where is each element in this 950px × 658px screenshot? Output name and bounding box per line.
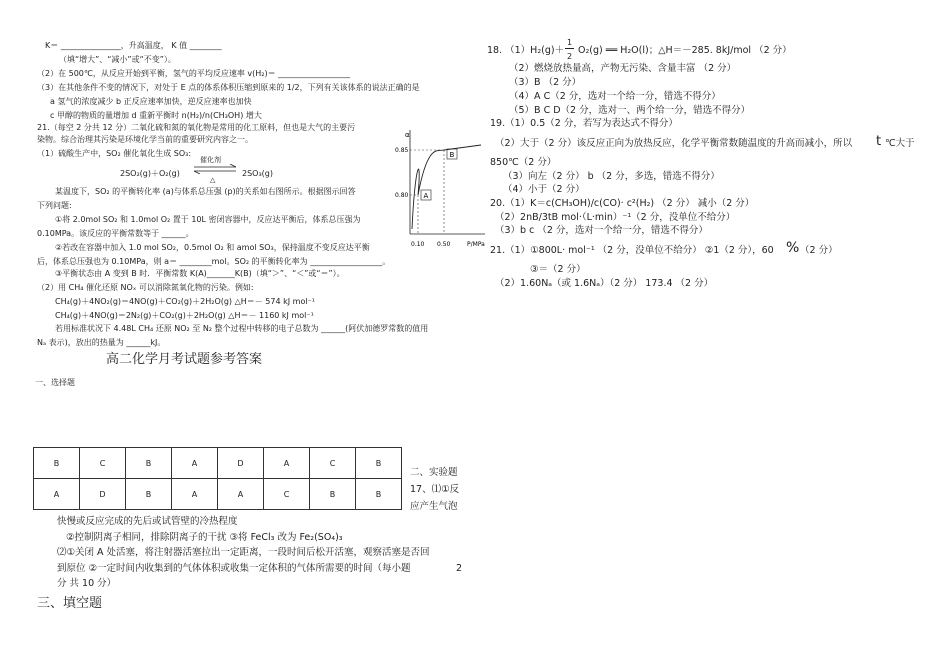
experiment-line-1: 快慢或反应完成的先后或试管壁的冷热程度 [57, 516, 238, 527]
answer-18-start: 18. （1）H₂(g)＋ [487, 45, 565, 56]
x-tick-label: 0.10 [411, 241, 425, 248]
table-cell: C [80, 448, 126, 479]
answer-20-3: （3）b c （2 分，选对一个给一分，错选不得分） [495, 225, 708, 236]
equation-products: 2SO₃(g) [242, 169, 273, 178]
section-experiment-heading: 二、实验题 [410, 467, 458, 478]
left-line-16: 后，体系总压强也为 0.10MPa，则 a＝ ________mol。SO₂ 的平衡转化率为 __________________。 [37, 257, 391, 266]
answer-18-5: （5）B C D（2 分，选对一、两个给一分，错选不得分） [509, 105, 751, 116]
left-line-1: K＝ _______________，升高温度， K 值 ________ [45, 41, 222, 50]
answer-19-1: 19.（1）0.5（2 分，若写为表达式不得分） [490, 118, 678, 129]
series-line [412, 145, 481, 229]
table-cell: B [356, 448, 402, 479]
answer-18-3: （3）B （2 分） [509, 77, 582, 88]
table-cell: D [80, 479, 126, 510]
answer-19-t: t [876, 134, 882, 149]
answer-21-2: ③＝（2 分） [530, 264, 586, 275]
equation-heat-symbol: △ [210, 176, 216, 184]
answer-20-2: （2）2nB/3tB mol·（L·min）⁻¹（2 分，没单位不给分） [495, 212, 736, 223]
answer-21-percent: % [786, 240, 800, 256]
section-fill-heading: 三、填空题 [37, 596, 103, 611]
left-line-18: （2）用 CH₄ 催化还原 NOₓ 可以消除氮氧化物的污染。例如: [37, 283, 254, 292]
left-line-8: 染物。综合治理其污染是环境化学当前的重要研究内容之一。 [37, 135, 253, 144]
answer-19-4: （3）向左（2 分） b （2 分，多选，错选不得分） [503, 171, 720, 182]
table-cell: B [126, 479, 172, 510]
answer-19-3: 850℃（2 分） [490, 157, 557, 168]
answer-18-end: O₂(g) ══ H₂O(l)；△H＝－285. 8kJ/mol （2 分） [578, 45, 792, 56]
fraction-denominator: 2 [567, 52, 573, 61]
left-line-21: 若用标准状况下 4.48L CH₄ 还原 NO₂ 至 N₂ 整个过程中转移的电子总数为 ______(阿伏加德罗常数的值用 [55, 324, 429, 333]
left-line-15: ②若改在容器中加入 1.0 mol SO₂，0.5mol O₂ 和 amol SO₃，保持温度不变反应达平衡 [55, 243, 370, 252]
table-cell: B [356, 479, 402, 510]
table-cell: D [218, 448, 264, 479]
section-choice-heading: 一、选择题 [35, 378, 75, 387]
left-line-22: Nₐ 表示)，放出的热量为 ______kJ。 [37, 338, 166, 347]
answer-21-1-score: （2 分） [800, 245, 838, 256]
table-cell: A [34, 479, 80, 510]
table-cell: A [264, 448, 310, 479]
answer-19-5: （4）小于（2 分） [503, 184, 585, 195]
y-axis-label: α [405, 131, 410, 139]
y-tick-label: 0.85 [395, 147, 409, 154]
equation-reactants: 2SO₂(g)＋O₂(g) [120, 169, 180, 178]
equation-catalyst: 催化剂 [200, 156, 221, 164]
answer-19-t-suffix: ℃大于 [885, 138, 915, 149]
table-cell: C [310, 448, 356, 479]
answer-18-4: （4）A C（2 分，选对一个给一分，错选不得分） [509, 91, 721, 102]
table-cell: B [34, 448, 80, 479]
fraction-numerator: 1 [567, 38, 573, 47]
left-line-3: （2）在 500℃，从反应开始到平衡，氢气的平均反应速率 v(H₂)＝ __________________ [37, 69, 351, 78]
table-cell: A [172, 479, 218, 510]
table-cell: A [172, 448, 218, 479]
x-axis-label: P/MPa [467, 241, 485, 248]
page-title: 高二化学月考试题参考答案 [106, 352, 263, 367]
conversion-pressure-chart [395, 122, 490, 254]
left-line-4: （3）在其他条件不变的情况下，对处于 E 点的体系体积压缩到原来的 1/2，下列有关该体系的说法正确的是 [37, 83, 420, 92]
y-tick-label: 0.80 [395, 192, 409, 199]
left-line-9: （1）硫酸生产中，SO₂ 催化氧化生成 SO₃: [37, 149, 192, 158]
experiment-17-start: 17、⑴①反 [410, 484, 460, 495]
left-line-17: ③平衡状态由 A 变到 B 时．平衡常数 K(A)_______K(B)（填“＞”、“＜”或“＝”）。 [55, 269, 345, 278]
left-line-7: 21.（每空 2 分共 12 分）二氧化硫和氮的氧化物是常用的化工原料，但也是大气的主要污 [37, 123, 356, 132]
table-row [34, 479, 402, 510]
left-line-6: c 甲醇的物质的量增加 d 重新平衡时 n(H₂)/n(CH₃OH) 增大 [50, 111, 262, 120]
table-cell: C [264, 479, 310, 510]
left-line-5: a 氢气的浓度减少 b 正反应速率加快，逆反应速率也加快 [50, 97, 252, 106]
point-label: A [423, 192, 429, 200]
table-cell: B [310, 479, 356, 510]
left-line-13: ①将 2.0mol SO₂ 和 1.0mol O₂ 置于 10L 密闭容器中，反应达平衡后，体系总压强为 [55, 215, 361, 224]
left-line-12: 下列问题: [37, 201, 72, 210]
left-line-11: 某温度下，SO₂ 的平衡转化率 (a)与体系总压强 (p)的关系如右图所示。根据图示回答 [55, 187, 356, 196]
left-line-14: 0.10MPa。该反应的平衡常数等于 ______。 [37, 229, 194, 238]
point-label: B [449, 151, 455, 159]
experiment-score-number: 2 [456, 563, 463, 574]
x-tick-label: 0.50 [437, 241, 451, 248]
experiment-line-5: 分 共 10 分） [57, 578, 117, 589]
answer-21-1: 21.（1）①800L· mol⁻¹ （2 分，没单位不给分） ②1（2 分），60 [490, 245, 774, 256]
left-line-20: CH₄(g)＋4NO(g)＝2N₂(g)＋CO₂(g)＋2H₂O(g) △H＝－ 1160 kJ mol⁻¹ [55, 311, 314, 320]
experiment-line-2: ②控制阴离子相同，排除阴离子的干扰 ③将 FeCl₃ 改为 Fe₂(SO₄)₃ [66, 532, 343, 543]
fraction-bar [565, 48, 574, 49]
left-line-19: CH₄(g)＋4NO₂(g)＝4NO(g)＋CO₂(g)＋2H₂O(g) △H＝－ 574 kJ mol⁻¹ [55, 297, 315, 306]
table-cell: B [126, 448, 172, 479]
left-line-2: （填“增大”、“减小”或“不变”）。 [59, 55, 176, 64]
experiment-line-3: ⑵①关闭 A 处活塞，将注射器活塞拉出一定距离，一段时间后松开活塞，观察活塞是否回 [57, 547, 430, 558]
answer-18-2: （2）燃烧放热量高，产物无污染、含量丰富 （2 分） [509, 63, 737, 74]
answer-21-3: （2）1.60Nₐ（或 1.6Nₐ）（2 分） 173.4 （2 分） [495, 278, 714, 289]
experiment-line-4: 到原位 ②一定时间内收集到的气体体积或收集一定体积的气体所需要的时间（每小题 [57, 563, 411, 574]
answer-19-2: （2）大于（2 分）该反应正向为放热反应，化学平衡常数随温度的升高而减小，所以 [495, 138, 853, 149]
equilibrium-arrow-icon [192, 164, 238, 174]
answer-20-1: 20.（1）K＝c(CH₃OH)/c(CO)· c²(H₂) （2 分） 减小（2 分） [490, 198, 755, 209]
table-cell: A [218, 479, 264, 510]
experiment-17-cont: 应产生气泡 [410, 501, 458, 512]
answer-table [33, 447, 402, 510]
table-row [34, 448, 402, 479]
